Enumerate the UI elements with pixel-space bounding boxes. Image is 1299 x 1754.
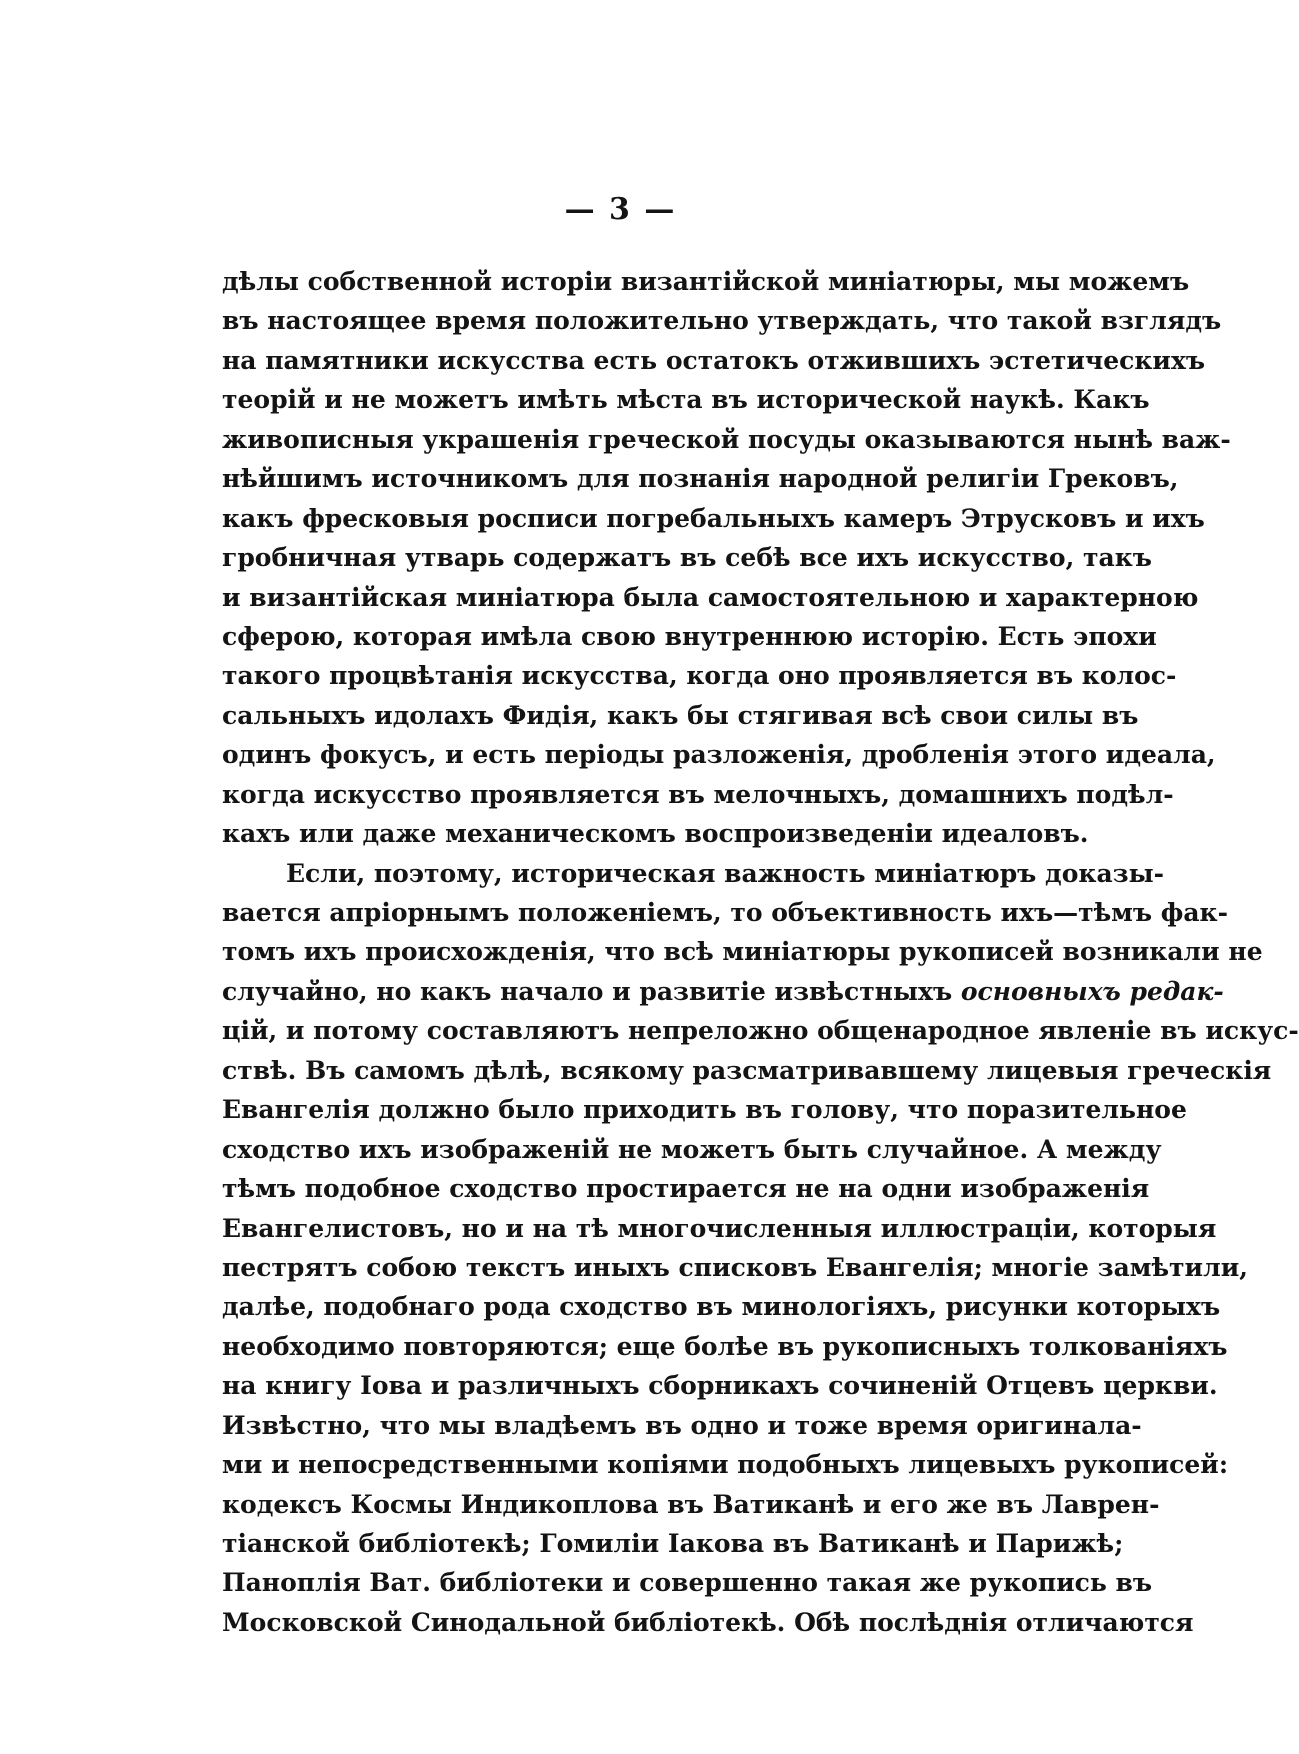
text-line: сальныхъ идолахъ Фидія, какъ бы стягивая всѣ свои силы въ: [222, 700, 1139, 730]
text-line: ми и непосредственными копіями подобныхъ лицевыхъ рукописей:: [222, 1450, 1229, 1480]
text-line: Паноплія Ват. библіотеки и совершенно такая же рукопись въ: [222, 1568, 1153, 1598]
text-line: нѣйшимъ источникомъ для познанія народной религіи Грековъ,: [222, 464, 1179, 494]
text-line: на книгу Іова и различныхъ сборникахъ сочиненій Отцевъ церкви.: [222, 1371, 1218, 1401]
text-line: сходство ихъ изображеній не можетъ быть случайное. А между: [222, 1134, 1162, 1164]
text-line: ствѣ. Въ самомъ дѣлѣ, всякому разсматривавшему лицевыя греческія: [222, 1055, 1272, 1085]
text-line: Евангелистовъ, но и на тѣ многочисленныя иллюстраціи, которыя: [222, 1213, 1217, 1243]
text-line: кахъ или даже механическомъ воспроизведеніи идеаловъ.: [222, 819, 1089, 849]
text-line: тіанской библіотекѣ; Гомиліи Іакова въ Ватиканѣ и Парижѣ;: [222, 1529, 1124, 1558]
page-number: — 3 —: [564, 192, 677, 227]
text-line: и византійская миніатюра была самостоятельною и характерною: [222, 582, 1199, 612]
text-line: пестрятъ собою текстъ иныхъ списковъ Евангелія; многіе замѣтили,: [222, 1252, 1248, 1282]
text-line: живописныя украшенія греческой посуды оказываются нынѣ важ-: [222, 424, 1231, 454]
paragraph-2: [222, 854, 1299, 1643]
text-line: Евангелія должно было приходить въ голову, что поразительное: [222, 1095, 1187, 1125]
text-line: такого процвѣтанія искусства, когда оно проявляется въ колос-: [222, 661, 1177, 691]
italic-term: основныхъ редак-: [960, 976, 1224, 1006]
text-line: необходимо повторяются; еще болѣе въ рукописныхъ толкованіяхъ: [222, 1331, 1228, 1361]
text-line: одинъ фокусъ, и есть періоды разложенія, дробленія этого идеала,: [222, 740, 1216, 770]
text-line: кодексъ Космы Индикоплова въ Ватиканѣ и его же въ Лаврен-: [222, 1489, 1160, 1519]
text-line: въ настоящее время положительно утверждать, что такой взглядъ: [222, 306, 1222, 336]
text-line: томъ ихъ происхожденія, что всѣ миніатюры рукописей возникали не: [222, 937, 1263, 967]
text-line-with-italic: [222, 972, 1224, 1011]
body-text: [222, 262, 1299, 1642]
text-line: далѣе, подобнаго рода сходство въ минологіяхъ, рисунки которыхъ: [222, 1292, 1221, 1322]
text-segment: случайно, но какъ начало и развитіе извѣстныхъ: [222, 976, 953, 1006]
paragraph-1: [222, 262, 1231, 854]
text-line: теорій и не можетъ имѣть мѣста въ исторической наукѣ. Какъ: [222, 385, 1150, 415]
text-line: дѣлы собственной исторіи византійской миніатюры, мы можемъ: [222, 267, 1190, 296]
text-line: когда искусство проявляется въ мелочныхъ, домашнихъ подѣл-: [222, 779, 1174, 809]
text-line: тѣмъ подобное сходство простирается не на одни изображенія: [222, 1174, 1150, 1204]
text-line: какъ фресковыя росписи погребальныхъ камеръ Этрусковъ и ихъ: [222, 503, 1205, 533]
text-line: Извѣстно, что мы владѣемъ въ одно и тоже время оригинала-: [222, 1410, 1142, 1440]
text-line: сферою, которая имѣла свою внутреннюю исторію. Есть эпохи: [222, 621, 1157, 651]
text-line: вается апріорнымъ положеніемъ, то объективность ихъ—тѣмъ фак-: [222, 898, 1228, 927]
text-line: гробничная утварь содержатъ въ себѣ все ихъ искусство, такъ: [222, 543, 1152, 573]
text-line: Московской Синодальной библіотекѣ. Обѣ послѣднія отличаются: [222, 1607, 1194, 1637]
text-line: Если, поэтому, историческая важность миніатюръ доказы-: [286, 858, 1165, 888]
text-line: на памятники искусства есть остатокъ отжившихъ эстетическихъ: [222, 345, 1206, 375]
text-line: цій, и потому составляютъ непреложно общенародное явленіе въ искус-: [222, 1016, 1299, 1046]
